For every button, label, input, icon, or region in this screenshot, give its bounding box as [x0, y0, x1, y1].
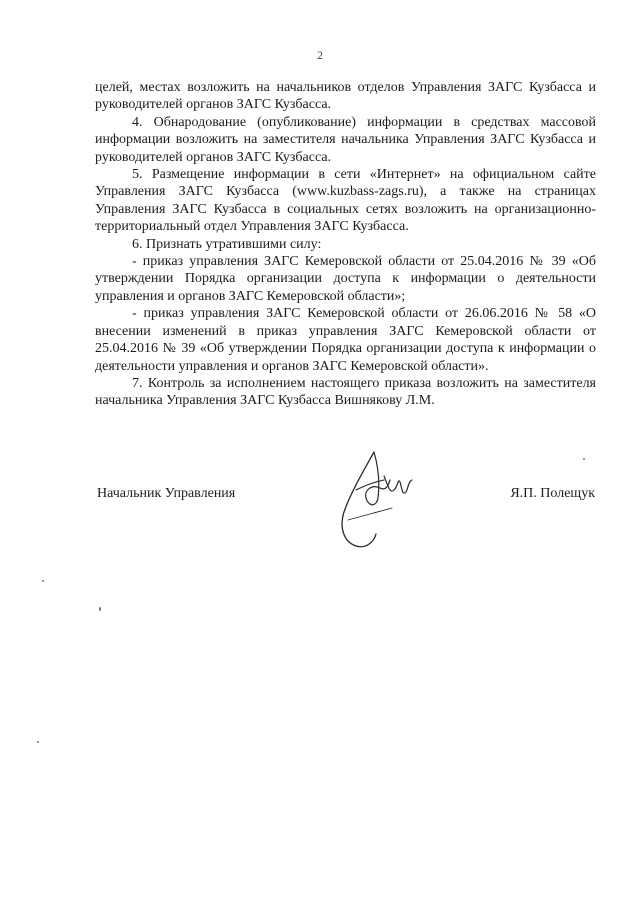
document-body [95, 79, 596, 410]
paragraph-item-6: 6. Признать утратившими силу: [132, 236, 322, 252]
handwritten-signature [328, 446, 428, 556]
paragraph-item-5: 5. Размещение информации в сети «Интернет» на официальном сайте Управления ЗАГС Кузбасса (www.kuzbass-zags.ru), а также на страницах Управления ЗАГС Кузбасса в социальных сетях возложить на организационно-территориальный отдел Управления ЗАГС Кузбасса. [95, 167, 596, 235]
signatory-name: Я.П. Полещук [510, 486, 595, 501]
paragraph-item-6-sub-2: - приказ управления ЗАГС Кемеровской области от 26.06.2016 № 58 «О внесении изменений в приказ управления ЗАГС Кемеровской области от 25.04.2016 № 39 «Об утверждении Порядка организации доступа к информации о деятельности управления и органов ЗАГС Кемеровской области». [95, 306, 596, 374]
signatory-title: Начальник Управления [97, 486, 236, 501]
paragraph-item-6-sub-1: - приказ управления ЗАГС Кемеровской области от 25.04.2016 № 39 «Об утверждении Порядка организации доступа к информации о деятельности управления и органов ЗАГС Кемеровской области»; [95, 254, 596, 304]
scan-speck [42, 580, 44, 582]
scan-speck [99, 607, 101, 611]
scan-speck [583, 458, 585, 460]
paragraph-item-7: 7. Контроль за исполнением настоящего приказа возложить на заместителя начальника Управления ЗАГС Кузбасса Вишнякову Л.М. [95, 375, 596, 409]
page-number: 2 [317, 48, 323, 62]
paragraph-item-4: 4. Обнародование (опубликование) информации в средствах массовой информации возложить на заместителя начальника Управления ЗАГС Кузбасса и руководителей органов ЗАГС Кузбасса. [95, 114, 596, 165]
paragraph-continuation: целей, местах возложить на начальников отделов Управления ЗАГС Кузбасса и руководителей органов ЗАГС Кузбасса. [95, 80, 596, 113]
scan-speck [37, 741, 39, 743]
